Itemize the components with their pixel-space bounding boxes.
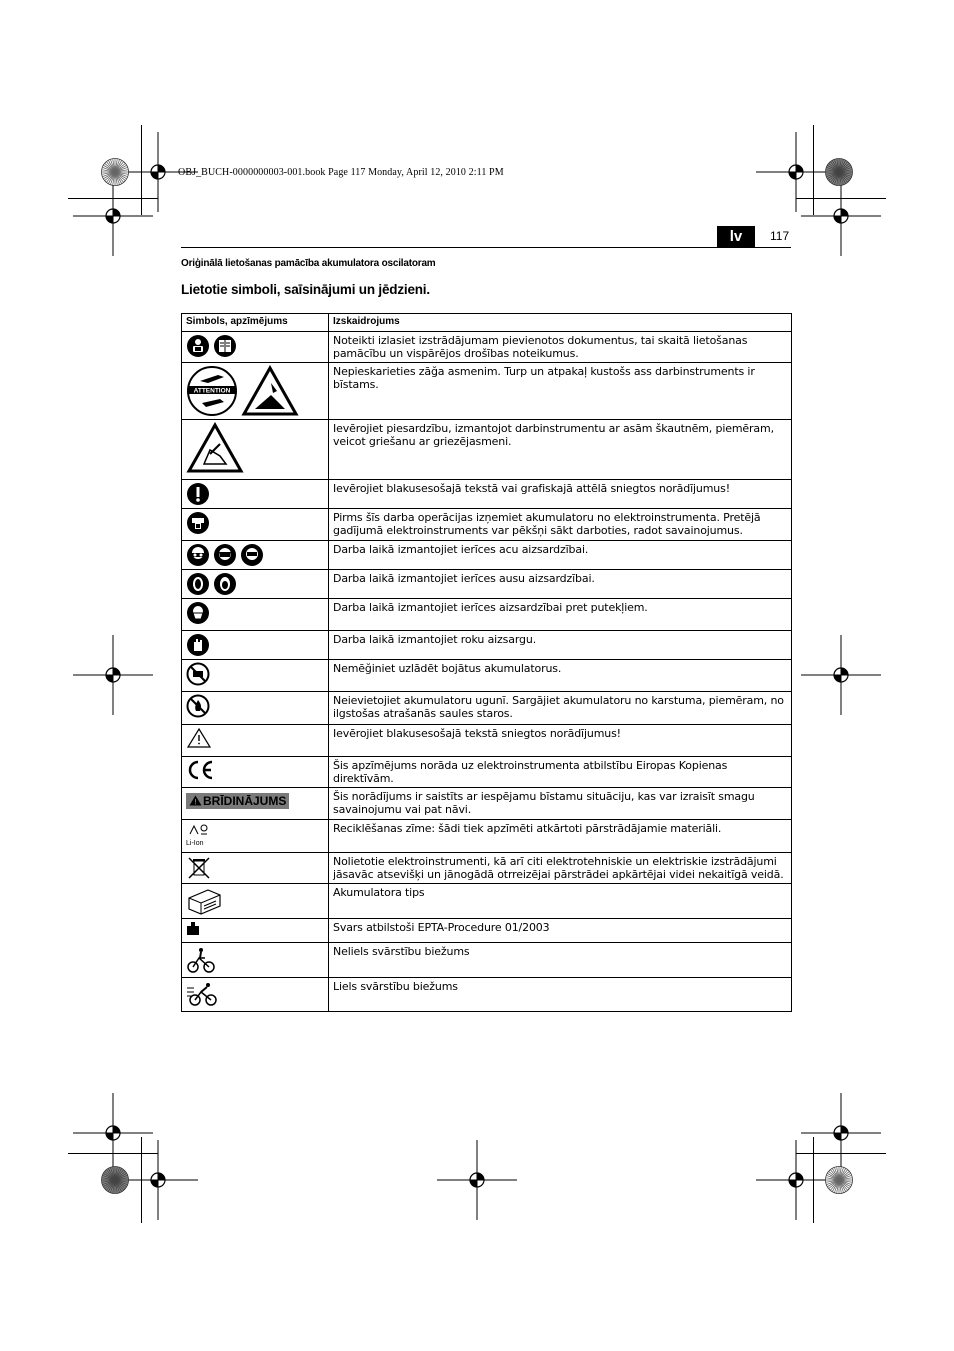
explanation-cell: Ievērojiet piesardzību, izmantojot darbinstrumentu ar asām škautnēm, piemēram, veicot griešanu ar griezējasmeni. — [329, 420, 792, 480]
table-row — [182, 570, 792, 599]
language-tab: lv — [717, 226, 755, 247]
crop-line — [796, 1153, 886, 1154]
page-number: 117 — [770, 229, 790, 243]
registration-mark-icon — [73, 635, 153, 719]
table-row — [182, 884, 792, 919]
crop-line — [68, 1153, 158, 1154]
crop-line — [141, 1137, 142, 1223]
crop-line — [796, 198, 886, 199]
table-row — [182, 480, 792, 509]
table-row — [182, 725, 792, 757]
table-row — [182, 919, 792, 943]
warning-label-text: BRĪDINĀJUMS — [203, 794, 287, 808]
explanation-cell: Nolietotie elektroinstrumenti, kā arī citi elektrotehniskie un elektriskie izstrādājumi jāsavāc atsevišķi un jānogādā otrreizējai pārstrādei apkārtējai videi nekaitīgā veidā. — [329, 853, 792, 884]
symbol-cell — [182, 788, 329, 820]
explanation-cell: Reciklēšanas zīme: šādi tiek apzīmēti atkārtoti pārstrādājamie materiāli. — [329, 820, 792, 853]
explanation-cell: Ievērojiet blakusesošajā tekstā sniegtos norādījumus! — [329, 725, 792, 757]
explanation-cell: Noteikti izlasiet izstrādājumam pievienotos dokumentus, tai skaitā lietošanas pamācību un vispārējos drošības noteikumus. — [329, 332, 792, 363]
symbol-cell — [182, 853, 329, 884]
document-subtitle: Oriģinālā lietošanas pamācība akumulatora oscilatoram — [181, 258, 436, 269]
symbol-cell — [182, 420, 329, 480]
table-row — [182, 943, 792, 978]
registration-mark-icon — [801, 635, 881, 719]
slow-bike-icon — [186, 945, 219, 964]
color-target-icon — [101, 158, 129, 190]
battery-pack-icon — [186, 886, 225, 905]
symbol-cell — [182, 820, 329, 853]
read-manual-icons — [186, 334, 240, 353]
explanation-cell: Šis apzīmējums norāda uz elektroinstrumenta atbilstību Eiropas Kopienas direktīvām. — [329, 757, 792, 788]
color-target-icon — [825, 158, 853, 190]
crop-line — [813, 125, 814, 215]
explanation-cell: Liels svārstību biežums — [329, 978, 792, 1012]
registration-mark-icon — [437, 1140, 517, 1224]
weight-icon — [186, 921, 203, 940]
remove-battery-icon — [186, 511, 213, 530]
svg-text:ATTENTION: ATTENTION — [193, 387, 231, 395]
symbol-cell — [182, 757, 329, 788]
ear-protection-icons — [186, 572, 240, 591]
explanation-cell: Šis norādījums ir saistīts ar iespējamu bīstamu situāciju, kas var izraisīt smagu savainojumu vai pat nāvi. — [329, 788, 792, 820]
no-fire-icon — [186, 694, 213, 713]
table-row — [182, 509, 792, 541]
section-title: Lietotie simboli, saīsinājumi un jēdzieni. — [181, 282, 430, 297]
explanation-cell: Darba laikā izmantojiet roku aizsargu. — [329, 631, 792, 660]
symbol-cell — [182, 943, 329, 978]
fast-bike-icon — [186, 980, 223, 999]
explanation-cell: Nepieskarieties zāğa asmenim. Turp un atpakaļ kustošs ass darbinstruments ir bīstams. — [329, 363, 792, 420]
crop-line — [68, 198, 158, 199]
caution-triangle-icon — [186, 727, 215, 746]
sharp-edge-warning-icon — [186, 422, 247, 441]
symbol-cell — [182, 631, 329, 660]
table-row — [182, 541, 792, 570]
symbol-cell — [182, 725, 329, 757]
table-row — [182, 660, 792, 692]
table-row — [182, 853, 792, 884]
table-row — [182, 820, 792, 853]
weee-bin-icon — [186, 855, 215, 874]
table-row — [182, 788, 792, 820]
table-row — [182, 332, 792, 363]
symbol-cell — [182, 692, 329, 725]
symbol-cell — [182, 541, 329, 570]
symbol-cell — [182, 599, 329, 631]
symbol-cell — [182, 570, 329, 599]
explanation-cell: Nemēğiniet uzlādēt bojātus akumulatorus. — [329, 660, 792, 692]
explanation-cell: Darba laikā izmantojiet ierīces acu aizsardzībai. — [329, 541, 792, 570]
no-charge-damaged-icon — [186, 662, 213, 681]
recycling-icon — [186, 822, 219, 841]
ce-mark-icon — [186, 759, 219, 778]
table-row — [182, 692, 792, 725]
dust-mask-icon — [186, 601, 213, 620]
book-metadata-line: OBJ_BUCH-0000000003-001.book Page 117 Monday, April 12, 2010 2:11 PM — [178, 167, 504, 178]
symbol-cell — [182, 884, 329, 919]
explanation-cell: Svars atbilstoši EPTA-Procedure 01/2003 — [329, 919, 792, 943]
explanation-cell: Neliels svārstību biežums — [329, 943, 792, 978]
symbol-cell — [182, 978, 329, 1012]
table-header-row — [182, 314, 792, 332]
warning-label — [186, 793, 289, 809]
column-header-explanation: Izskaidrojums — [329, 314, 792, 332]
explanation-cell: Ievērojiet blakusesošajā tekstā vai grafiskajā attēlā sniegtos norādījumus! — [329, 480, 792, 509]
explanation-cell: Neievietojiet akumulatoru ugunī. Sargājiet akumulatoru no karstuma, piemēram, no ilgstošas atrašanās saules staros. — [329, 692, 792, 725]
glove-icon — [186, 633, 213, 652]
eye-protection-icons — [186, 543, 267, 562]
table-row — [182, 599, 792, 631]
exclamation-icon — [186, 482, 213, 501]
symbol-cell — [182, 509, 329, 541]
table-row — [182, 631, 792, 660]
explanation-cell: Akumulatora tips — [329, 884, 792, 919]
symbols-table — [181, 313, 792, 1012]
explanation-cell: Pirms šīs darba operācijas izņemiet akumulatoru no elektroinstrumenta. Pretējā gadījumā elektroinstruments var pēkšņi sākt darboties, radot savainojumus. — [329, 509, 792, 541]
explanation-cell: Darba laikā izmantojiet ierīces aizsardzībai pret putekļiem. — [329, 599, 792, 631]
crop-line — [141, 125, 142, 215]
symbol-cell — [182, 480, 329, 509]
table-row — [182, 978, 792, 1012]
recycling-label: Li-Ion — [186, 840, 204, 847]
column-header-symbol: Simbols, apzīmējums — [182, 314, 329, 332]
symbol-cell — [182, 332, 329, 363]
symbol-cell — [182, 660, 329, 692]
crop-line — [813, 1137, 814, 1223]
attention-blade-icons — [186, 365, 302, 395]
symbol-cell — [182, 919, 329, 943]
symbol-cell — [182, 363, 329, 420]
explanation-cell: Darba laikā izmantojiet ierīces ausu aizsardzībai. — [329, 570, 792, 599]
table-row — [182, 363, 792, 420]
table-row — [182, 757, 792, 788]
color-target-icon — [825, 1166, 853, 1198]
table-row — [182, 420, 792, 480]
color-target-icon — [101, 1166, 129, 1198]
header-rule — [181, 247, 791, 248]
